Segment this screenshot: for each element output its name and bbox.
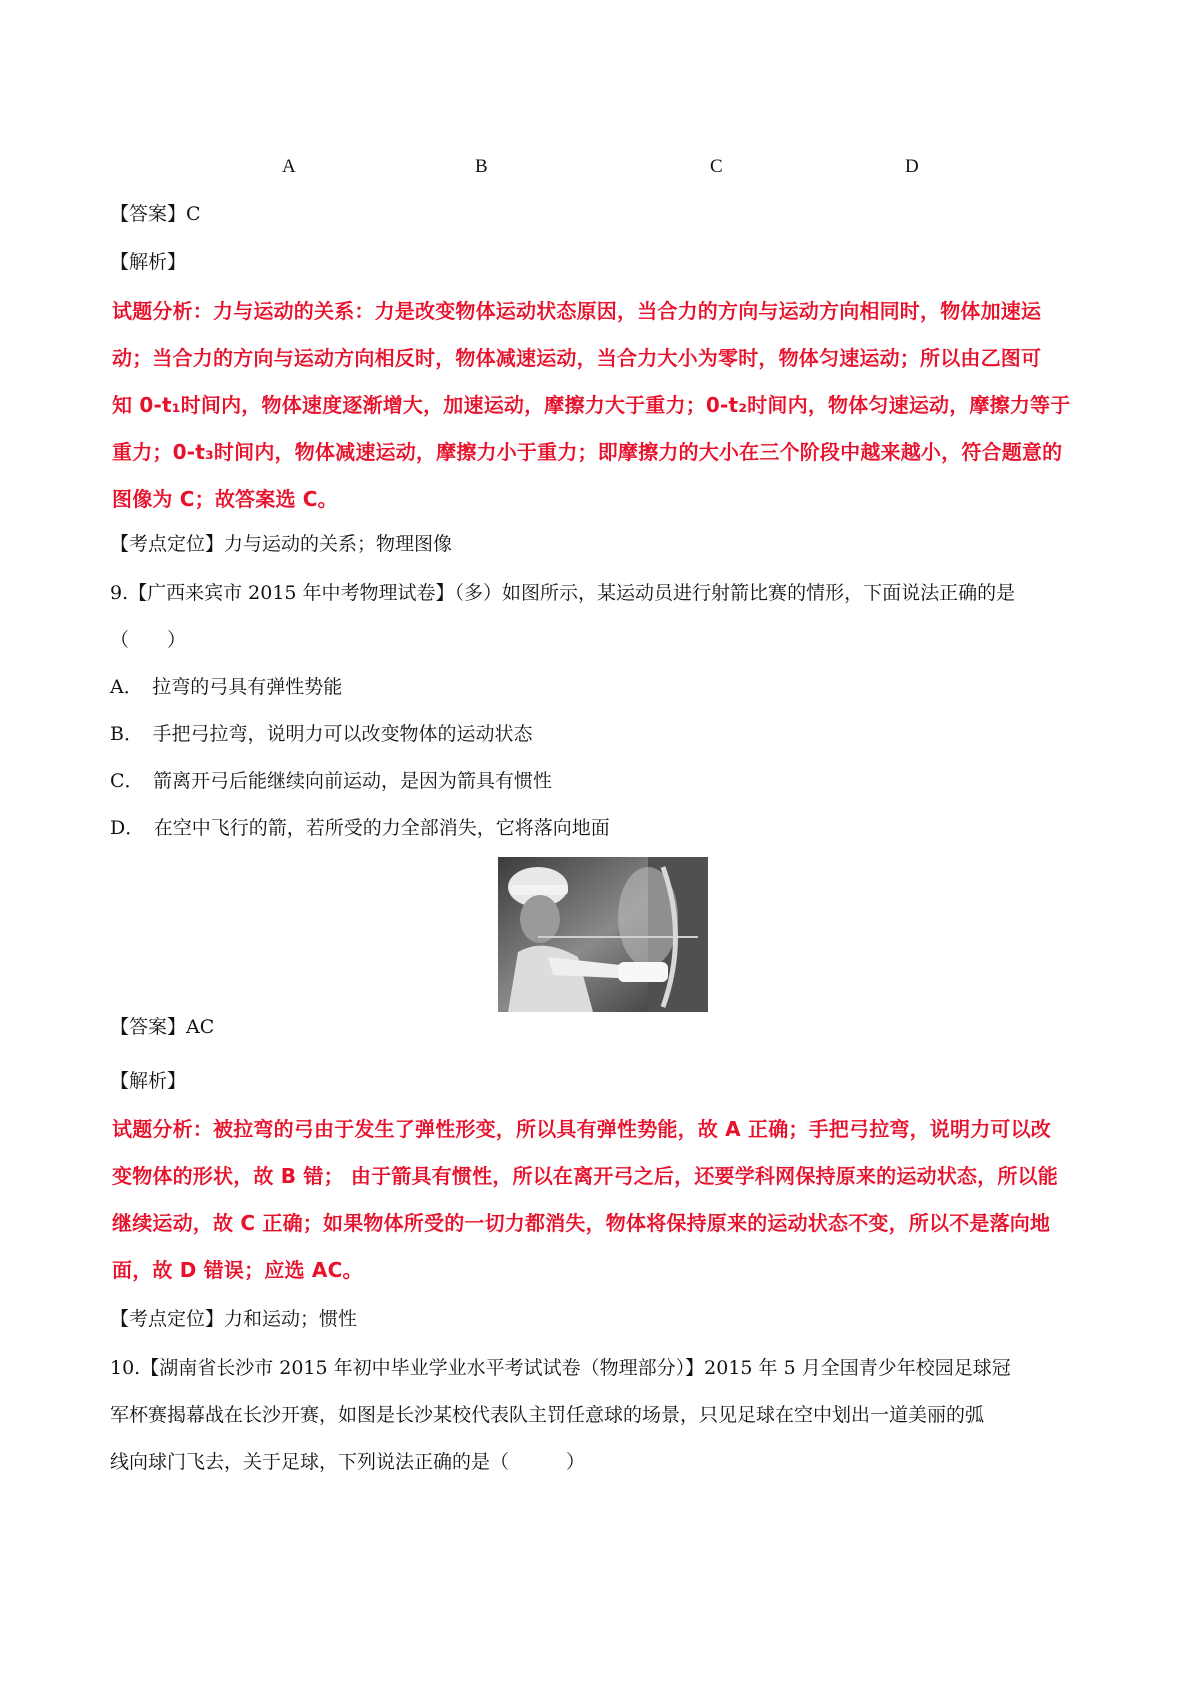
answer-value: C (186, 203, 201, 225)
analysis-line: 重力；0-t₃时间内，物体减速运动，摩擦力小于重力；即摩擦力的大小在三个阶段中越来越小，符合题意的 (112, 440, 1063, 464)
archer-photo (498, 857, 708, 1012)
q8-key-point (110, 535, 452, 554)
analysis-line: 试题分析：被拉弯的弓由于发生了弹性形变，所以具有弹性势能，故 A 正确；手把弓拉弯，说明力可以改 (112, 1117, 1052, 1141)
option-a: A． 拉弯的弓具有弹性势能 (110, 676, 343, 698)
analysis-line: 变物体的形状，故 B 错； 由于箭具有惯性，所以在离开弓之后，还要学科网保持原来的运动状态，所以能 (112, 1164, 1058, 1188)
option-d: D． 在空中飞行的箭，若所受的力全部消失，它将落向地面 (110, 817, 610, 839)
point-label: 【考点定位】 (110, 533, 225, 555)
figure-label-d: D (905, 156, 919, 177)
q9-analysis-text (112, 1106, 1102, 1294)
archer-image-icon (498, 857, 708, 1012)
analysis-line: 面，故 D 错误；应选 AC。 (112, 1258, 363, 1282)
q10-stem (110, 1345, 1110, 1486)
q8-analysis-text (112, 288, 1102, 523)
q8-answer (110, 205, 201, 224)
point-value: 力和运动；惯性 (224, 1308, 358, 1330)
analysis-line: 图像为 C；故答案选 C。 (112, 487, 338, 511)
q9-answer (110, 1018, 214, 1037)
figure-label-c: C (710, 156, 723, 177)
question-stem-line: （ ） (110, 629, 187, 651)
analysis-line: 知 0-t₁时间内，物体速度逐渐增大，加速运动，摩擦力大于重力；0-t₂时间内，物体匀速运动，摩擦力等于 (112, 393, 1071, 417)
figure-label-a: A (282, 156, 296, 177)
option-c: C． 箭离开弓后能继续向前运动，是因为箭具有惯性 (110, 770, 553, 792)
question-stem-line: 线向球门飞去，关于足球，下列说法正确的是（ ） (110, 1451, 586, 1473)
answer-label: 【答案】 (110, 1016, 187, 1038)
q9-key-point (110, 1310, 357, 1329)
question-stem-line: 10.【湖南省长沙市 2015 年初中毕业学业水平考试试卷（物理部分）】2015 年 5 月全国青少年校园足球冠 (110, 1357, 1011, 1379)
point-value: 力与运动的关系；物理图像 (224, 533, 453, 555)
answer-value: AC (186, 1016, 215, 1038)
figure-label-b: B (475, 156, 488, 177)
q9-stem (110, 570, 1110, 852)
point-label: 【考点定位】 (110, 1308, 225, 1330)
question-stem-line: 9.【广西来宾市 2015 年中考物理试卷】（多）如图所示，某运动员进行射箭比赛的情形，下面说法正确的是 (110, 582, 1016, 604)
option-b: B． 手把弓拉弯，说明力可以改变物体的运动状态 (110, 723, 533, 745)
question-stem-line: 军杯赛揭幕战在长沙开赛，如图是长沙某校代表队主罚任意球的场景，只见足球在空中划出一道美丽的弧 (110, 1404, 985, 1426)
analysis-line: 试题分析：力与运动的关系：力是改变物体运动状态原因，当合力的方向与运动方向相同时，物体加速运 (112, 299, 1042, 323)
q8-analysis-label: 【解析】 (110, 251, 187, 273)
analysis-line: 动；当合力的方向与运动方向相反时，物体减速运动，当合力大小为零时，物体匀速运动；所以由乙图可 (112, 346, 1042, 370)
q9-analysis-label: 【解析】 (110, 1070, 187, 1092)
answer-label: 【答案】 (110, 203, 187, 225)
analysis-line: 继续运动，故 C 正确；如果物体所受的一切力都消失，物体将保持原来的运动状态不变，所以不是落向地 (112, 1211, 1051, 1235)
